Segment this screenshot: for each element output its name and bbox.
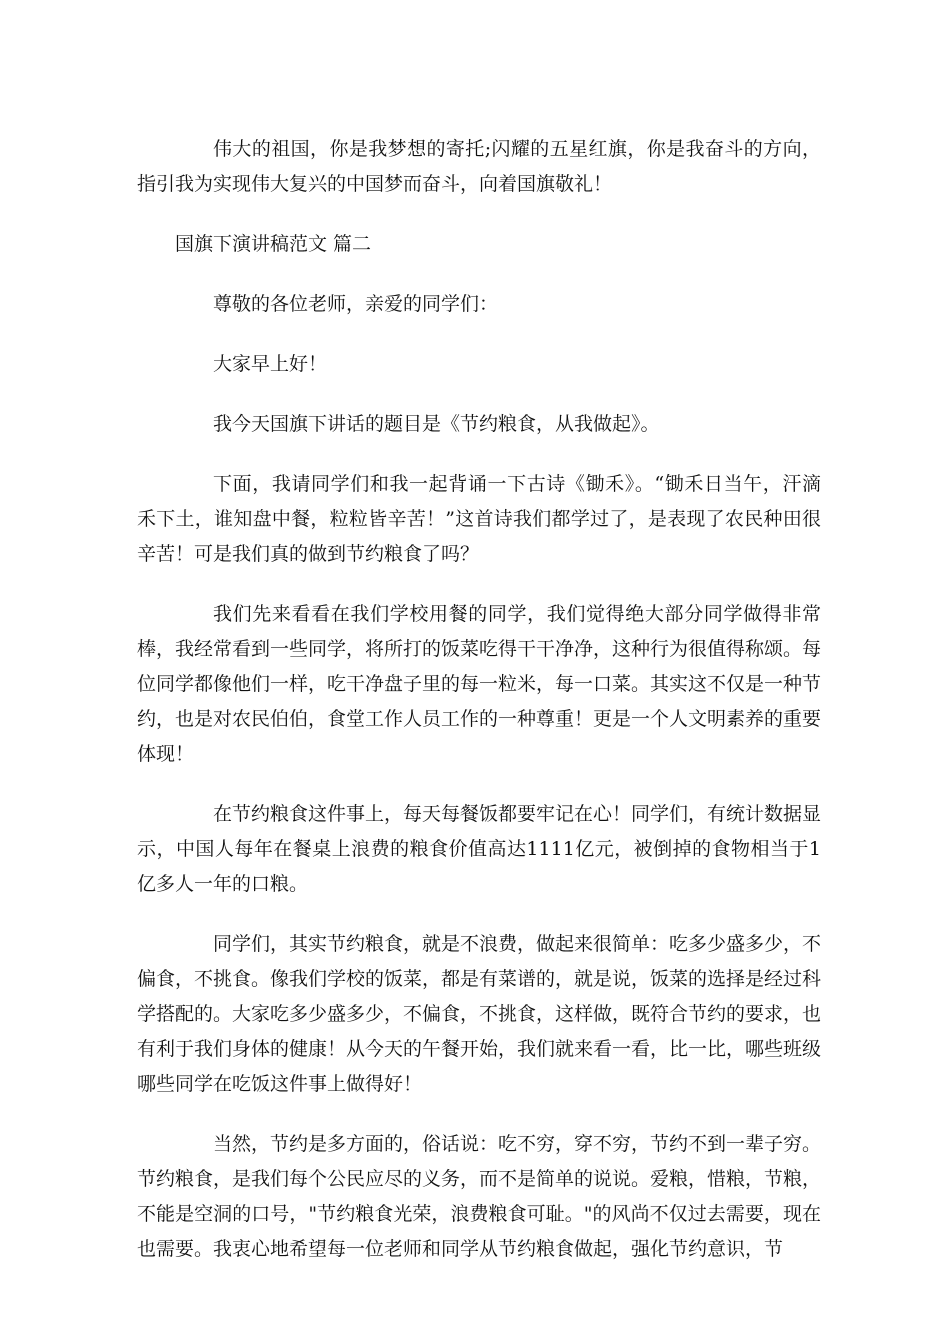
- paragraph-statistics: 在节约粮食这件事上，每天每餐饭都要牢记在心！同学们，有统计数据显示，中国人每年在餐桌上浪费的粮食价值高达1111亿元，被倒掉的食物相当于1亿多人一年的口粮。: [137, 803, 822, 895]
- paragraph-speech-topic: 我今天国旗下讲话的题目是《节约粮食，从我做起》。: [213, 413, 660, 435]
- paragraph-closing-salute: 伟大的祖国，你是我梦想的寄托;闪耀的五星红旗，你是我奋斗的方向，指引我为实现伟大复兴的中国梦而奋斗，向着国旗敬礼！: [137, 138, 821, 195]
- section-heading: 国旗下演讲稿范文 篇二: [175, 233, 372, 255]
- paragraph-conclusion: 当然，节约是多方面的，俗话说：吃不穷，穿不穷，节约不到一辈子穷。节约粮食，是我们每个公民应尽的义务，而不是简单的说说。爱粮，惜粮，节粮，不能是空洞的口号，"节约粮食光荣，浪费粮食可耻。"的风尚不仅过去需要，现在也需要。我衷心地希望每一位老师和同学从节约粮食做起，强化节约意识，节: [137, 1133, 822, 1260]
- paragraph-greeting-audience: 尊敬的各位老师，亲爱的同学们：: [213, 293, 499, 315]
- paragraph-poem: 下面，我请同学们和我一起背诵一下古诗《锄禾》。“锄禾日当午，汗滴禾下土，谁知盘中餐，粒粒皆辛苦！”这首诗我们都学过了，是表现了农民种田很辛苦！可是我们真的做到节约粮食了吗？: [137, 473, 821, 565]
- document-body: [137, 132, 821, 1292]
- paragraph-how-to-save: 同学们，其实节约粮食，就是不浪费，做起来很简单：吃多少盛多少，不偏食，不挑食。像我们学校的饭菜，都是有菜谱的，就是说，饭菜的选择是经过科学搭配的。大家吃多少盛多少，不偏食，不挑食，这样做，既符合节约的要求，也有利于我们身体的健康！从今天的午餐开始，我们就来看一看，比一比，哪些班级哪些同学在吃饭这件事上做得好！: [137, 933, 822, 1095]
- paragraph-school-dining: 我们先来看看在我们学校用餐的同学，我们觉得绝大部分同学做得非常棒，我经常看到一些同学，将所打的饭菜吃得干干净净，这种行为很值得称颂。每位同学都像他们一样，吃干净盘子里的每一粒米，每一口菜。其实这不仅是一种节约，也是对农民伯伯，食堂工作人员工作的一种尊重！更是一个人文明素养的重要体现！: [137, 603, 822, 765]
- paragraph-good-morning: 大家早上好！: [213, 353, 328, 375]
